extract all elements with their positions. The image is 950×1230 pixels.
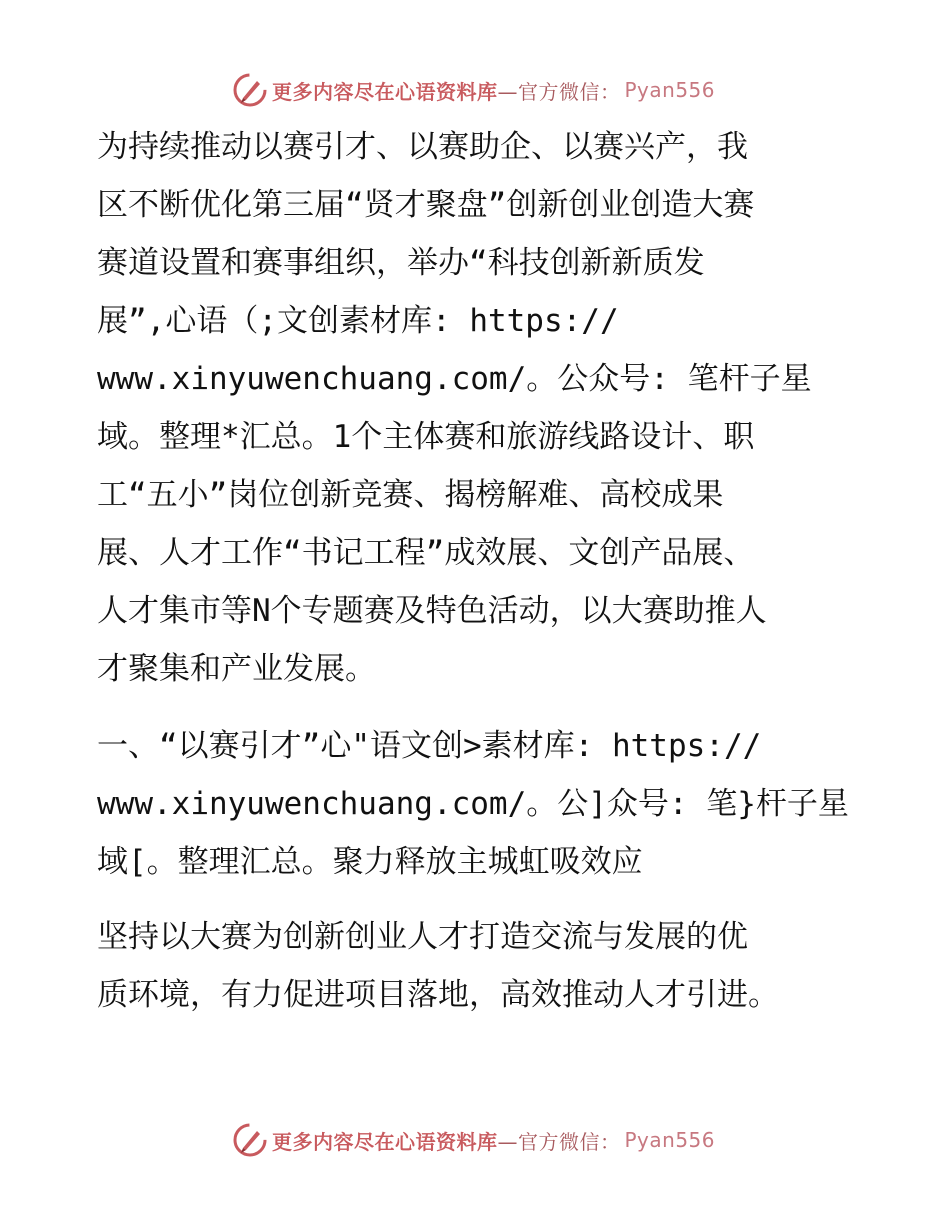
- banner-text-wechat-id: Pyan556: [624, 78, 716, 102]
- banner-text-main: 更多内容尽在心语资料库: [272, 1129, 498, 1154]
- text-line: 为持续推动以赛引才、以赛助企、以赛兴产，我: [97, 129, 748, 165]
- text-line: 工“五小”岗位创新竞赛、揭榜解难、高校成果: [97, 477, 724, 513]
- footer-watermark-banner: [232, 1120, 716, 1160]
- text-line: 坚持以大赛为创新创业人才打造交流与发展的优: [97, 919, 748, 955]
- text-line: 区不断优化第三届“贤才聚盘”创新创业创造大赛: [97, 187, 755, 223]
- text-line: www.xinyuwenchuang.com/。公]众号: 笔}杆子星: [97, 786, 849, 822]
- banner-text-wechat-id: Pyan556: [624, 1128, 716, 1152]
- banner-text-main: 更多内容尽在心语资料库: [272, 79, 498, 104]
- pen-logo-icon: [232, 1122, 268, 1158]
- paragraph-1: [97, 118, 857, 698]
- text-line: www.xinyuwenchuang.com/。公众号: 笔杆子星: [97, 361, 812, 397]
- text-line: 人才集市等N个专题赛及特色活动，以大赛助推人: [97, 593, 767, 629]
- text-line: 域[。整理汇总。聚力释放主城虹吸效应: [97, 844, 643, 880]
- text-line: 赛道设置和赛事组织，举办“科技创新新质发: [97, 245, 705, 281]
- text-line: 一、“以赛引才”心"语文创>素材库: https://: [97, 728, 762, 764]
- text-line: 展”,心语（;文创素材库: https://: [97, 303, 619, 339]
- pen-logo-icon: [232, 72, 268, 108]
- text-line: 域。整理*汇总。1个主体赛和旅游线路设计、职: [97, 419, 755, 455]
- text-line: 才聚集和产业发展。: [97, 651, 376, 687]
- paragraph-3: [97, 908, 857, 1024]
- banner-text-wechat-label: —官方微信：: [497, 1129, 621, 1154]
- text-line: 展、人才工作“书记工程”成效展、文创产品展、: [97, 535, 755, 571]
- header-watermark-banner: [232, 70, 716, 110]
- text-line: 质环境，有力促进项目落地，高效推动人才引进。: [97, 977, 779, 1013]
- banner-text-wechat-label: —官方微信：: [497, 79, 621, 104]
- paragraph-2-heading: [97, 717, 857, 891]
